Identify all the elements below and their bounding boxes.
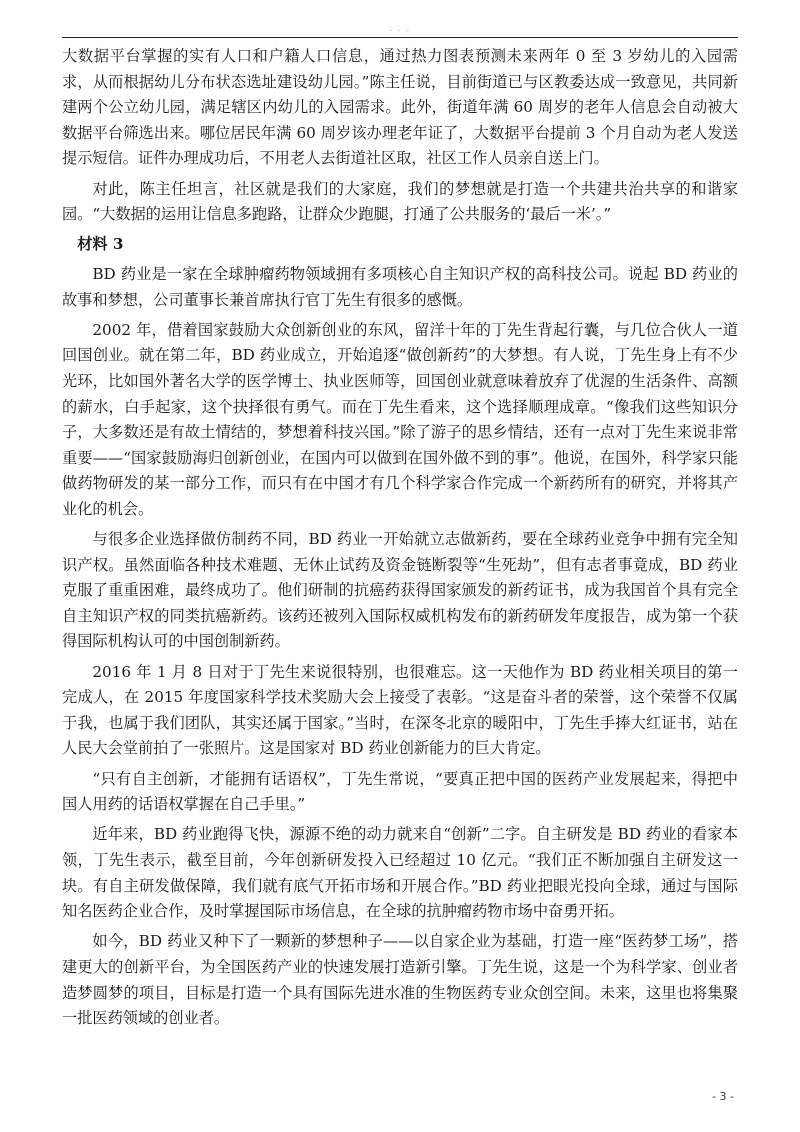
paragraph: 如今，BD 药业又种下了一颗新的梦想种子——以自家企业为基础，打造一座“医药梦工场”，搭建更大的创新平台，为全国医药产业的快速发展打造新引擎。丁先生说，这是一个为科学家、创业者造梦圆梦的项目，目标是打造一个具有国际先进水准的生物医药专业众创空间。未来，这里也将集聚一批医药领域的创业者。 bbox=[62, 932, 738, 1028]
document-body bbox=[62, 44, 738, 1036]
paragraph: 近年来，BD 药业跑得飞快，源源不绝的动力就来自“创新”二字。自主研发是 BD 药业的看家本领，丁先生表示，截至目前，今年创新研发投入已经超过 10 亿元。“我们正不断加强自主研发这一块。有自主研发做保障，我们就有底气开拓市场和开展合作。”BD 药业把眼光投向全球，通过与国际知名医药企业合作，及时掌握国际市场信息，在全球的抗肿瘤药物市场中奋勇开拓。 bbox=[62, 825, 738, 921]
header-mark: - - - bbox=[389, 27, 411, 35]
paragraph: 对此，陈主任坦言，社区就是我们的大家庭，我们的梦想就是打造一个共建共治共享的和谐家园。“大数据的运用让信息多跑路，让群众少跑腿，打通了公共服务的‘最后一米’。” bbox=[62, 179, 738, 224]
paragraph: 大数据平台掌握的实有人口和户籍人口信息，通过热力图表预测未来两年 0 至 3 岁幼儿的入园需求，从而根据幼儿分布状态选址建设幼儿园。”陈主任说，目前街道已与区教委达成一致意见，共同新建两个公立幼儿园，满足辖区内幼儿的入园需求。此外，街道年满 60 周岁的老年人信息会自动被大数据平台筛选出来。哪位居民年满 60 周岁该办理老年证了，大数据平台提前 3 个月自动为老人发送提示短信。证件办理成功后，不用老人去街道社区取，社区工作人员亲自送上门。 bbox=[62, 47, 738, 168]
section-heading: 材料 3 bbox=[77, 235, 124, 254]
paragraph: 2002 年，借着国家鼓励大众创新创业的东风，留洋十年的丁先生背起行囊，与几位合伙人一道回国创业。就在第二年，BD 药业成立，开始追逐“做创新药”的大梦想。有人说，丁先生身上有不少光环，比如国外著名大学的医学博士、执业医师等，回国创业就意味着放弃了优渥的生活条件、高额的薪水，白手起家，这个抉择很有勇气。而在丁先生看来，这个选择顺理成章。“像我们这些知识分子，大多数还是有故土情结的，梦想着科技兴国。”除了游子的思乡情结，还有一点对丁先生来说非常重要——“国家鼓励海归创新创业，在国内可以做到在国外做不到的事”。他说，在国外，科学家只能做药物研发的某一部分工作，而只有在中国才有几个科学家合作完成一个新药所有的研究，并将其产业化的机会。 bbox=[62, 320, 738, 518]
header-rule bbox=[62, 37, 738, 38]
paragraph: 与很多企业选择做仿制药不同，BD 药业一开始就立志做新药，要在全球药业竞争中拥有完全知识产权。虽然面临各种技术难题、无休止试药及资金链断裂等“生死劫”，但有志者事竟成，BD 药业克服了重重困难，最终成功了。他们研制的抗癌药获得国家颁发的新药证书，成为我国首个具有完全自主知识产权的同类抗癌新药。该药还被列入国际权威机构发布的新药研发年度报告，成为第一个获得国际机构认可的中国创制新药。 bbox=[62, 530, 738, 651]
paragraph: “只有自主创新，才能拥有话语权”，丁先生常说，“要真正把中国的医药产业发展起来，得把中国人用药的话语权掌握在自己手里。” bbox=[62, 769, 738, 814]
page-number: - 3 - bbox=[712, 1090, 734, 1103]
paragraph: BD 药业是一家在全球肿瘤药物领域拥有多项核心自主知识产权的高科技公司。说起 BD 药业的故事和梦想，公司董事长兼首席执行官丁先生有很多的感慨。 bbox=[62, 264, 738, 309]
paragraph: 2016 年 1 月 8 日对于丁先生来说很特别，也很难忘。这一天他作为 BD 药业相关项目的第一完成人，在 2015 年度国家科学技术奖励大会上接受了表彰。“这是奋斗者的荣誉，这个荣誉不仅属于我，也属于我们团队，其实还属于国家。”当时，在深冬北京的暖阳中，丁先生手捧大红证书，站在人民大会堂前拍了一张照片。这是国家对 BD 药业创新能力的巨大肯定。 bbox=[62, 662, 738, 758]
